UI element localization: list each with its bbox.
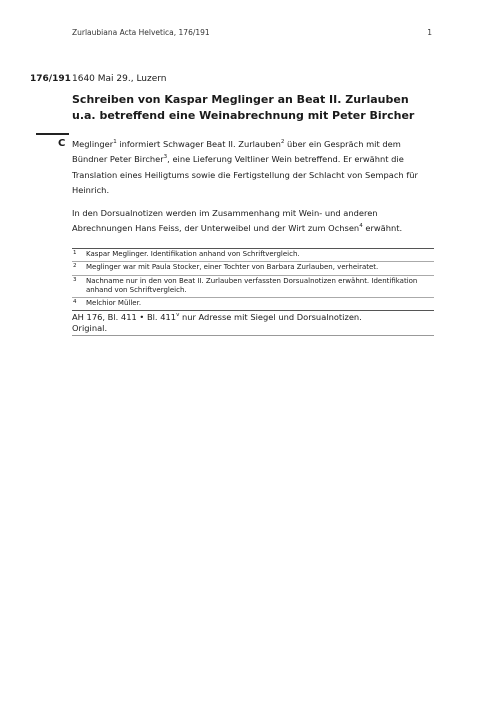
footnote-ref-2[interactable]: 2 (280, 139, 285, 146)
regest-text: über ein Gespräch mit dem Bündner Peter Bircher (72, 139, 401, 165)
regest (72, 137, 434, 245)
source-note (72, 312, 434, 336)
footnote (72, 249, 434, 262)
footnote-text: Nachname nur in den von Beat II. Zurlauben verfassten Dorsualnotizen erwähnt. Identifikation anhand von Schriftvergleich. (86, 276, 418, 294)
section-rule (36, 133, 69, 135)
regest-text: informiert Schwager Beat II. Zurlauben (116, 139, 281, 149)
document-number: 176/191 (30, 74, 71, 84)
footnote-text: Melchior Müller. (86, 299, 142, 308)
footnote (72, 262, 434, 275)
source-line-2: Original. (72, 322, 108, 333)
footnote-text: Kaspar Meglinger. Identifikation anhand von Schriftvergleich. (86, 250, 300, 258)
running-head (72, 28, 432, 37)
source-text: nur Adresse mit Siegel und Dorsualnotizen. (179, 312, 362, 322)
source-text: AH 176, Bl. 411 • Bl. 411 (72, 312, 177, 322)
footnote-number: 2 (73, 263, 77, 270)
footnote-number: 4 (73, 299, 77, 306)
footnote-number: 1 (73, 250, 77, 256)
regest-text: Meglinger (72, 139, 114, 149)
footnote-ref-1[interactable]: 1 (113, 139, 117, 146)
source-sup: v (176, 312, 180, 319)
document-date-place: 1640 Mai 29., Luzern (72, 74, 167, 84)
regest-text: erwähnt. (362, 223, 403, 234)
running-head-title: Zurlaubiana Acta Helvetica, 176/191 (72, 28, 210, 37)
footnote-ref-4[interactable]: 4 (359, 223, 363, 230)
footnote (72, 298, 434, 311)
footnote-ref-3[interactable]: 3 (163, 154, 168, 161)
footnotes (72, 248, 434, 311)
footnote-number: 3 (73, 276, 77, 283)
regest-paragraph-2 (72, 206, 434, 237)
page-number: 1 (427, 28, 432, 37)
regest-paragraph-1 (72, 137, 434, 198)
footnote (72, 276, 434, 299)
document-title: Schreiben von Kaspar Meglinger an Beat II. Zurlauben u.a. betreffend eine Weinabrechnung mit Peter Bircher (72, 93, 415, 122)
section-marker: C (58, 138, 66, 149)
regest-text: , eine Lieferung Veltliner Wein betreffend. Er erwähnt die Translation eines Heiligtums sowie die Fertigstellung der Schlacht von Sempach für Heinrich. (72, 154, 418, 195)
source-line-1 (72, 312, 434, 323)
regest-text: In den Dorsualnotizen werden im Zusammenhang mit Wein- und anderen Abrechnungen Hans Feiss, der Unterweibel und der Wirt zum Ochsen (72, 208, 378, 234)
footnote-text: Meglinger war mit Paula Stocker, einer Tochter von Barbara Zurlauben, verheiratet. (86, 263, 379, 272)
